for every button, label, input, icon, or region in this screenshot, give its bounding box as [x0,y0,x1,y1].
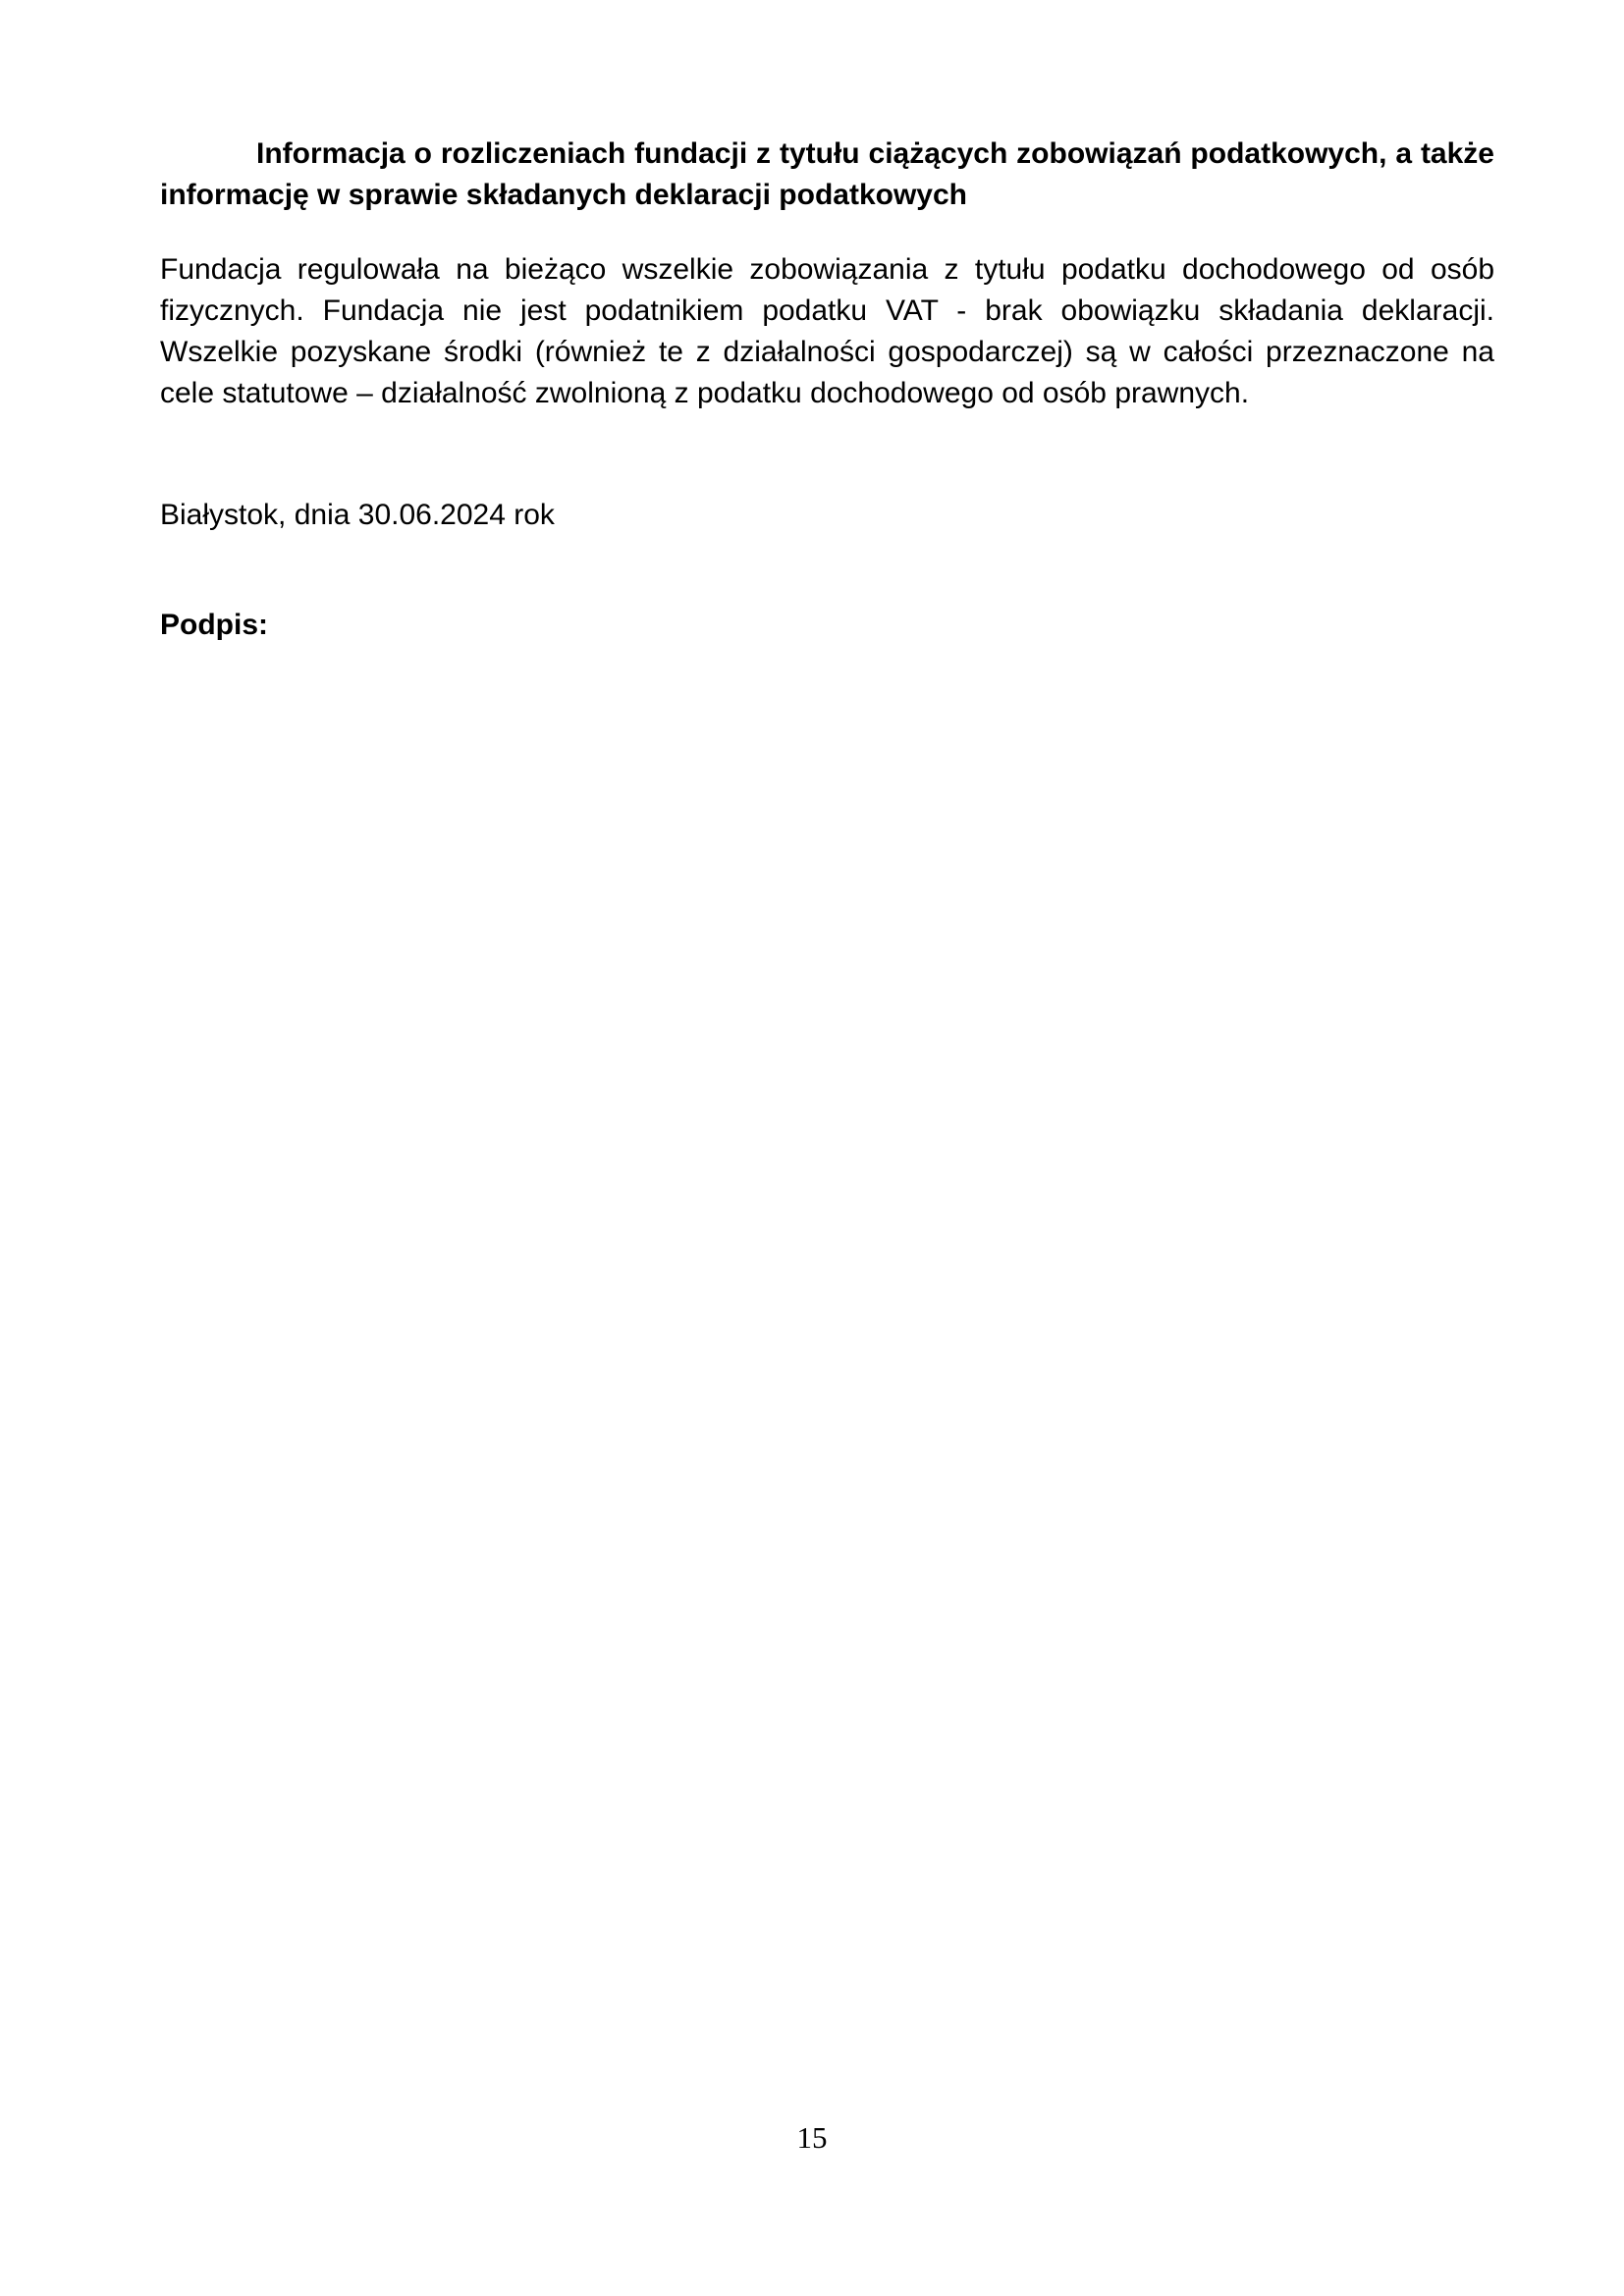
page-content [160,133,1494,646]
section-heading: Informacja o rozliczeniach fundacji z tytułu ciążących zobowiązań podatkowych, a także informację w sprawie składanych deklaracji podatkowych [160,137,1494,211]
body-paragraph: Fundacja regulowała na bieżąco wszelkie zobowiązania z tytułu podatku dochodowego od osób fizycznych. Fundacja nie jest podatnikiem podatku VAT - brak obowiązku składania deklaracji. Wszelkie pozyskane środki (również te z działalności gospodarczej) są w całości przeznaczone na cele statutowe – działalność zwolnioną z podatku dochodowego od osób prawnych. [160,253,1494,409]
place-and-date: Białystok, dnia 30.06.2024 rok [160,499,555,531]
page-number: 15 [796,2120,828,2155]
signature-label: Podpis: [160,609,268,641]
